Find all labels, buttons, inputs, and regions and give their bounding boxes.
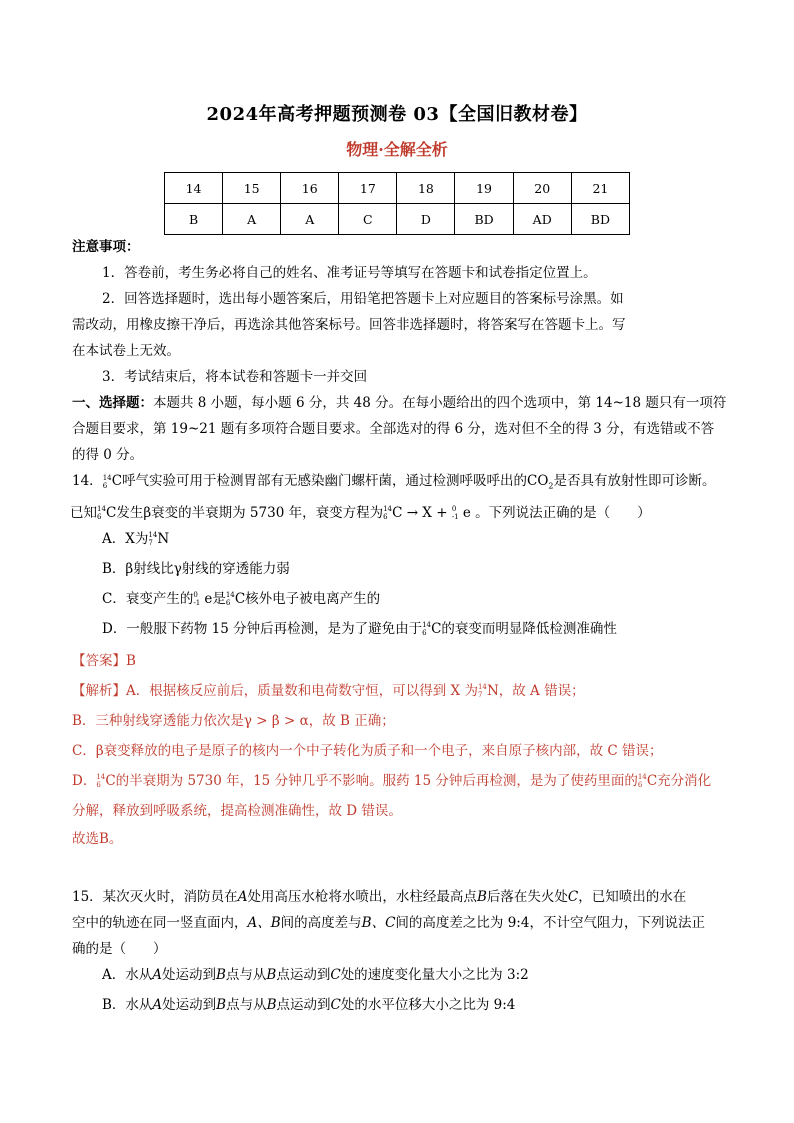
q15-text-1c: 后落在失火处 <box>486 889 568 905</box>
q15-line-2 <box>72 910 732 936</box>
q14-line-2 <box>70 500 732 526</box>
q14-option-a-symbol: N <box>157 530 170 547</box>
notice-item-2-line-1: 2．回答选择题时，选出每小题答案后，用铅笔把答题卡上对应题目的答案标号涂黑。如 <box>102 291 624 307</box>
point-c: C <box>330 967 341 983</box>
q15-option-a <box>72 962 732 988</box>
analysis-d-text: C的半衰期为 5730 年，15 分钟几乎不影响。服药 15 分钟后再检测，是为了使药里面的 <box>105 772 638 789</box>
points-bc: B、C <box>361 915 396 931</box>
q14-stem-1b: 是否具有放射性即可诊断。 <box>553 473 716 489</box>
q15-a-5: 处的速度变化量大小之比为 3:2 <box>340 967 529 983</box>
answer-cell: A <box>223 204 281 235</box>
section-line-1 <box>72 390 732 416</box>
answer-cell: B <box>165 204 223 235</box>
q15-text-1b: 处用高压水枪将水喷出，水柱经最高点 <box>247 889 477 905</box>
answer-cell: BD <box>571 204 629 235</box>
c14-isotope: 14 6 <box>422 621 432 638</box>
q15-b-5: 处的水平位移大小之比为 9:4 <box>340 997 516 1013</box>
q14-stem-2b: C发生β衰变的半衰期为 5730 年，衰变方程为 <box>106 504 384 521</box>
analysis-d-end: C充分消化 <box>646 772 712 789</box>
answer-cell: BD <box>455 204 513 235</box>
electron-isotope: 0 -1 <box>451 505 459 522</box>
q14-stem-1a: C呼气实验可用于检测胃部有无感染幽门螺杆菌，通过检测呼吸呼出的CO <box>111 473 549 489</box>
answer-tag: 【答案】 <box>72 652 126 669</box>
question-number-cell: 15 <box>223 173 281 204</box>
answer-table-answers-row <box>165 204 630 235</box>
n14-isotope: 14 7 <box>477 683 487 700</box>
q14-option-c-text-3: C核外电子被电离产生的 <box>234 590 381 607</box>
q15-text-1a: 15．某次灭火时，消防员在 <box>72 889 238 905</box>
c14-isotope: 14 6 <box>637 773 647 790</box>
q14-analysis-line-4 <box>72 768 732 794</box>
q14-option-c <box>72 586 732 612</box>
analysis-a-text: A．根据核反应前后，质量数和电荷数守恒，可以得到 X 为 <box>126 682 478 699</box>
answer-table <box>164 172 630 235</box>
point-b: B <box>476 889 487 905</box>
analysis-tag: 【解析】 <box>72 682 126 699</box>
points-ab: A、B <box>247 915 281 931</box>
point-b: B <box>266 967 277 983</box>
q15-text-1d: ，已知喷出的水在 <box>578 889 687 905</box>
analysis-a-end: N，故 A 错误； <box>486 682 585 699</box>
page-title: 2024年高考押题预测卷 03【全国旧教材卷】 <box>206 104 588 125</box>
q15-b-1: B．水从 <box>102 997 153 1013</box>
c14-isotope: 14 6 <box>383 505 392 522</box>
question-number-cell: 18 <box>397 173 455 204</box>
answer-cell: A <box>281 204 339 235</box>
q14-analysis-line-3: C．β衰变释放的电子是原子的核内一个中子转化为质子和一个电子，来自原子核内部，故 C 错误； <box>72 742 663 759</box>
question-number-cell: 20 <box>513 173 571 204</box>
q14-answer <box>72 648 732 674</box>
q15-option-b <box>72 992 732 1018</box>
q14-option-d-text-2: C的衰变而明显降低检测准确性 <box>431 620 617 637</box>
electron-isotope: 0 -1 <box>193 591 201 608</box>
c14-isotope: 14 6 <box>97 505 106 522</box>
q15-b-4: 点运动到 <box>276 997 331 1013</box>
point-a: A <box>152 997 163 1013</box>
point-c: C <box>330 997 341 1013</box>
q14-option-d-text-1: D．一般服下药物 15 分钟后再检测，是为了避免由于 <box>102 620 423 637</box>
q14-option-c-text-2: e是 <box>204 590 226 607</box>
point-a: A <box>237 889 248 905</box>
c14-isotope: 14 6 <box>96 773 106 790</box>
q14-conclusion: 故选B。 <box>72 830 123 847</box>
q14-analysis-line-2: B．三种射线穿透能力依次是γ > β > α，故 B 正确； <box>72 712 395 729</box>
question-number-cell: 14 <box>165 173 223 204</box>
analysis-d-label: D． <box>72 772 97 789</box>
answer-value: B <box>126 652 136 669</box>
q15-line-1 <box>72 884 732 910</box>
q15-a-3: 点与从 <box>225 967 267 983</box>
section-line-3: 的得 0 分。 <box>72 447 144 463</box>
question-number-cell: 16 <box>281 173 339 204</box>
notice-item-1: 1．答卷前，考生务必将自己的姓名、准考证号等填写在答题卡和试卷指定位置上。 <box>102 265 597 281</box>
q14-stem-2d: e 。下列说法正确的是（ ） <box>462 504 651 521</box>
section-instructions <box>72 390 732 468</box>
q15-a-2: 处运动到 <box>162 967 216 983</box>
q15-text-2b: 间的高度差与 <box>280 915 362 931</box>
point-b: B <box>266 997 277 1013</box>
notice-section <box>72 234 732 390</box>
c14-isotope: 14 6 <box>102 473 112 490</box>
answer-cell: AD <box>513 204 571 235</box>
q15-text-2c: 间的高度差之比为 9:4，不计空气阻力，下列说法正 <box>395 915 705 931</box>
question-number-cell: 17 <box>339 173 397 204</box>
q14-analysis-line-5: 分解，释放到呼吸系统，提高检测准确性，故 D 错误。 <box>72 802 402 819</box>
question-14 <box>72 468 732 852</box>
answer-table-numbers-row <box>165 173 630 204</box>
notice-item-3: 3．考试结束后，将本试卷和答题卡一并交回 <box>102 369 368 385</box>
q14-line-1 <box>72 468 732 500</box>
co2-subscript: 2 <box>548 481 554 491</box>
question-number-cell: 21 <box>571 173 629 204</box>
question-number-cell: 19 <box>455 173 513 204</box>
q14-stem-2a: 已知 <box>70 504 97 521</box>
point-b: B <box>216 997 227 1013</box>
q15-a-4: 点运动到 <box>276 967 331 983</box>
q14-option-c-text-1: C．衰变产生的 <box>102 590 194 607</box>
q15-b-3: 点与从 <box>226 997 267 1013</box>
section-text-1: 本题共 8 小题，每小题 6 分，共 48 分。在每小题给出的四个选项中，第 14~18 题只有一项符 <box>153 395 727 411</box>
notice-heading: 注意事项： <box>72 239 140 255</box>
section-line-2: 合题目要求，第 19~21 题有多项符合题目要求。全部选对的得 6 分，选对但不全的得 3 分，有选错或不答 <box>72 421 715 437</box>
q14-option-a-text: A．X为 <box>102 530 149 547</box>
notice-item-2-line-3: 在本试卷上无效。 <box>72 343 180 359</box>
answer-cell: C <box>339 204 397 235</box>
point-b: B <box>216 967 226 983</box>
q15-a-1: A．水从 <box>102 967 153 983</box>
q14-analysis-line-1 <box>72 678 732 704</box>
q14-option-b: B．β射线比γ射线的穿透能力弱 <box>102 560 290 577</box>
c14-isotope: 14 6 <box>225 591 235 608</box>
q14-number: 14． <box>72 473 103 489</box>
q15-text-2a: 空中的轨迹在同一竖直面内， <box>72 915 248 931</box>
q14-option-a <box>72 526 732 552</box>
page-subtitle: 物理·全解全析 <box>346 140 448 159</box>
q15-b-2: 处运动到 <box>162 997 217 1013</box>
q14-equation: C → X + <box>392 504 452 521</box>
point-a: A <box>152 967 162 983</box>
point-c: C <box>567 889 579 905</box>
n14-isotope: 14 7 <box>148 531 158 548</box>
section-label: 一、选择题： <box>72 395 153 411</box>
q15-line-3: 确的是（ ） <box>72 941 167 957</box>
q14-option-d <box>72 616 732 642</box>
question-15 <box>72 884 732 1018</box>
notice-item-2-line-2: 需改动，用橡皮擦干净后，再选涂其他答案标号。回答非选择题时，将答案写在答题卡上。写 <box>72 317 626 333</box>
answer-cell: D <box>397 204 455 235</box>
